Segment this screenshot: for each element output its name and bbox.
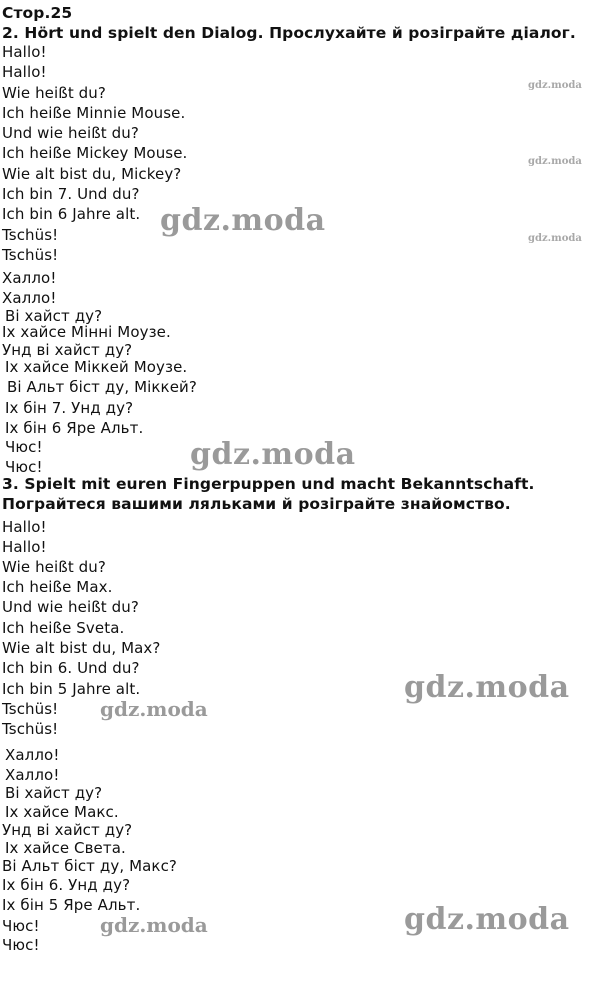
- ex2-de-line: Und wie heißt du?: [2, 124, 139, 142]
- ex2-uk-line: Унд ві хайст ду?: [2, 341, 133, 359]
- ex2-de-line: Ich heiße Minnie Mouse.: [2, 104, 186, 122]
- ex3-de-line: Tschüs!: [2, 720, 59, 738]
- ex3-de-line: Ich heiße Max.: [2, 578, 113, 596]
- ex3-uk-line: Чюс!: [2, 917, 40, 935]
- ex2-de-line: Wie alt bist du, Mickey?: [2, 165, 182, 183]
- watermark: gdz.moda: [528, 80, 582, 91]
- watermark: gdz.moda: [528, 233, 582, 244]
- ex3-de-line: Hallo!: [2, 538, 47, 556]
- ex3-uk-line: Іх бін 6. Унд ду?: [2, 876, 131, 894]
- ex2-uk-line: Іх бін 7. Унд ду?: [5, 399, 134, 417]
- ex2-uk-line: Іх хайсе Міккей Моузе.: [5, 358, 188, 376]
- ex3-uk-line: Ві Альт біст ду, Макс?: [2, 857, 177, 875]
- exercise3-heading-uk: Пограйтеся вашими ляльками й розіграйте знайомство.: [2, 495, 511, 513]
- ex3-uk-line: Іх хайсе Макс.: [5, 803, 119, 821]
- watermark: gdz.moda: [404, 670, 570, 705]
- ex2-de-line: Tschüs!: [2, 226, 59, 244]
- watermark: gdz.moda: [190, 437, 356, 472]
- ex3-de-line: Wie alt bist du, Max?: [2, 639, 161, 657]
- ex2-uk-line: Ві Альт біст ду, Міккей?: [7, 378, 197, 396]
- ex2-uk-line: Чюс!: [5, 458, 43, 476]
- ex3-uk-line: Ві хайст ду?: [5, 784, 103, 802]
- ex2-de-line: Ich bin 7. Und du?: [2, 185, 140, 203]
- ex3-uk-line: Чюс!: [2, 936, 40, 954]
- ex3-uk-line: Іх бін 5 Яре Альт.: [2, 896, 141, 914]
- ex2-uk-line: Халло!: [2, 269, 57, 287]
- ex3-uk-line: Халло!: [5, 746, 60, 764]
- ex2-uk-line: Ві хайст ду?: [5, 307, 103, 325]
- ex3-de-line: Ich bin 5 Jahre alt.: [2, 680, 141, 698]
- ex3-de-line: Ich bin 6. Und du?: [2, 659, 140, 677]
- ex3-de-line: Tschüs!: [2, 700, 59, 718]
- exercise3-heading-de: 3. Spielt mit euren Fingerpuppen und macht Bekanntschaft.: [2, 475, 535, 493]
- ex2-de-line: Hallo!: [2, 63, 47, 81]
- ex2-de-line: Ich heiße Mickey Mouse.: [2, 144, 188, 162]
- watermark: gdz.moda: [100, 697, 208, 721]
- watermark: gdz.moda: [160, 203, 326, 238]
- watermark: gdz.moda: [100, 913, 208, 937]
- ex2-uk-line: Іх хайсе Мінні Моузе.: [2, 323, 171, 341]
- ex2-uk-line: Іх бін 6 Яре Альт.: [5, 419, 144, 437]
- ex2-de-line: Ich bin 6 Jahre alt.: [2, 205, 141, 223]
- ex3-de-line: Ich heiße Sveta.: [2, 619, 125, 637]
- watermark: gdz.moda: [404, 902, 570, 937]
- ex3-de-line: Hallo!: [2, 518, 47, 536]
- ex2-de-line: Hallo!: [2, 43, 47, 61]
- ex2-uk-line: Халло!: [2, 289, 57, 307]
- ex2-de-line: Wie heißt du?: [2, 84, 106, 102]
- exercise2-heading: 2. Hört und spielt den Dialog. Прослухайте й розіграйте діалог.: [2, 24, 576, 42]
- ex3-uk-line: Іх хайсе Света.: [5, 839, 126, 857]
- ex3-uk-line: Халло!: [5, 766, 60, 784]
- ex3-uk-line: Унд ві хайст ду?: [2, 821, 133, 839]
- ex3-de-line: Und wie heißt du?: [2, 598, 139, 616]
- page-label: Стор.25: [2, 4, 73, 22]
- watermark: gdz.moda: [528, 156, 582, 167]
- ex2-uk-line: Чюс!: [5, 438, 43, 456]
- ex2-de-line: Tschüs!: [2, 246, 59, 264]
- ex3-de-line: Wie heißt du?: [2, 558, 106, 576]
